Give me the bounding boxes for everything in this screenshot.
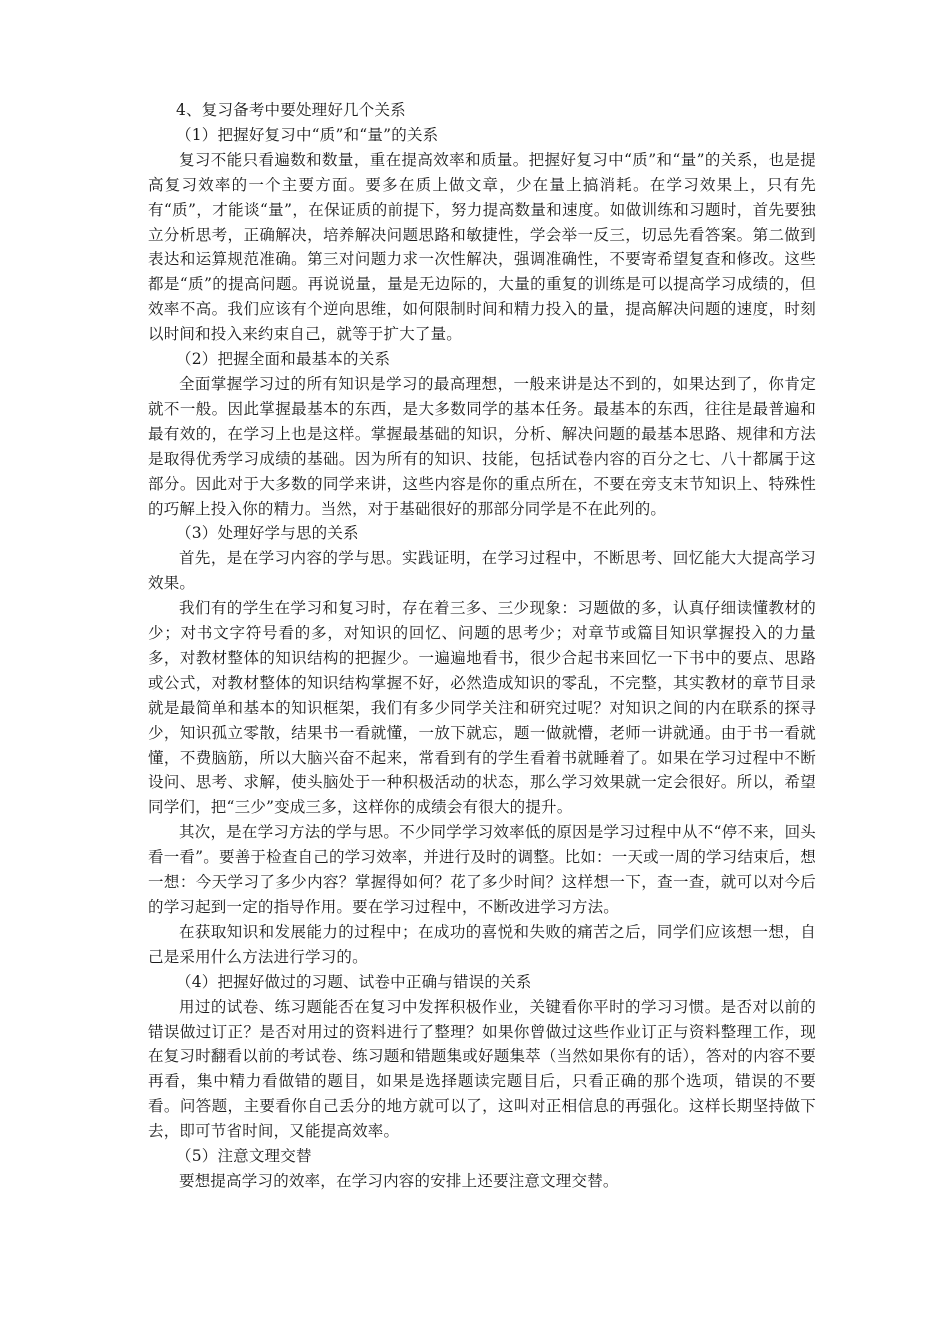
paragraph: 用过的试卷、练习题能否在复习中发挥积极作业，关键看你平时的学习习惯。是否对以前的错误做过订正？是否对用过的资料进行了整理？如果你曾做过这些作业订正与资料整理工作，现在复习时翻看以前的考试卷、练习题和错题集或好题集萃（当然如果你有的话），答对的内容不要再看，集中精力看做错的题目，如果是选择题读完题目后，只看正确的那个选项，错误的不要看。问答题，主要看你自己丢分的地方就可以了，这叫对正相信息的再强化。这样长期坚持做下去，即可节省时间，又能提高效率。 [148,997,816,1141]
section-heading: （4）把握好做过的习题、试卷中正确与错误的关系 [176,972,532,991]
document-body [148,98,816,1194]
paragraph: 要想提高学习的效率，在学习内容的安排上还要注意文理交替。 [179,1171,619,1190]
document-title: 4、复习备考中要处理好几个关系 [176,101,406,119]
section-heading: （3）处理好学与思的关系 [176,524,359,543]
section-heading: （1）把握好复习中“质”和“量”的关系 [176,125,439,144]
paragraph: 复习不能只看遍数和数量，重在提高效率和质量。把握好复习中“质”和“量”的关系，也是提高复习效率的一个主要方面。要多在质上做文章，少在量上搞消耗。在学习效果上，只有先有“质”，才能谈“量”，在保证质的前提下，努力提高数量和速度。如做训练和习题时，首先要独立分析思考，正确解决，培养解决问题思路和敏捷性，学会举一反三，切忌先看答案。第二做到表达和运算规范准确。第三对问题力求一次性解决，强调准确性，不要寄希望复查和修改。这些都是“质”的提高问题。再说说量，量是无边际的，大量的重复的训练是可以提高学习成绩的，但效率不高。我们应该有个逆向思维，如何限制时间和精力投入的量，提高解决问题的速度，时刻以时间和投入来约束自己，就等于扩大了量。 [148,150,816,344]
paragraph: 全面掌握学习过的所有知识是学习的最高理想，一般来讲是达不到的，如果达到了，你肯定就不一般。因此掌握最基本的东西，是大多数同学的基本任务。最基本的东西，往往是最普遍和最有效的，在学习上也是这样。掌握最基础的知识，分析、解决问题的最基本思路、规律和方法是取得优秀学习成绩的基础。因为所有的知识、技能，包括试卷内容的百分之七、八十都属于这部分。因此对于大多数的同学来讲，这些内容是你的重点所在，不要在旁支末节知识上、特殊性的巧解上投入你的精力。当然，对于基础很好的那部分同学是不在此列的。 [148,374,816,518]
paragraph: 首先，是在学习内容的学与思。实践证明，在学习过程中，不断思考、回忆能大大提高学习效果。 [148,549,816,593]
paragraph: 我们有的学生在学习和复习时，存在着三多、三少现象：习题做的多，认真仔细读懂教材的少；对书文字符号看的多，对知识的回忆、问题的思考少；对章节或篇目知识掌握投入的力量多，对教材整体的知识结构的把握少。一遍遍地看书，很少合起书来回忆一下书中的要点、思路或公式，对教材整体的知识结构掌握不好，必然造成知识的零乱，不完整，其实教材的章节目录就是最简单和基本的知识框架，我们有多少同学关注和研究过呢？对知识之间的内在联系的探寻少，知识孤立零散，结果书一看就懂，一放下就忘，题一做就懵，老师一讲就通。由于书一看就懂，不费脑筋，所以大脑兴奋不起来，常看到有的学生看着书就睡着了。如果在学习过程中不断设问、思考、求解，使头脑处于一种积极活动的状态，那么学习效果就一定会很好。所以，希望同学们，把“三少”变成三多，这样你的成绩会有很大的提升。 [148,599,816,817]
paragraph: 在获取知识和发展能力的过程中；在成功的喜悦和失败的痛苦之后，同学们应该想一想，自己是采用什么方法进行学习的。 [148,922,816,966]
section-heading: （5）注意文理交替 [176,1147,312,1166]
paragraph: 其次，是在学习方法的学与思。不少同学学习效率低的原因是学习过程中从不“停不来，回头看一看”。要善于检查自己的学习效率，并进行及时的调整。比如：一天或一周的学习结束后，想一想：今天学习了多少内容？掌握得如何？花了多少时间？这样想一下，查一查，就可以对今后的学习起到一定的指导作用。要在学习过程中，不断改进学习方法。 [148,823,816,916]
section-heading: （2）把握全面和最基本的关系 [176,350,391,369]
